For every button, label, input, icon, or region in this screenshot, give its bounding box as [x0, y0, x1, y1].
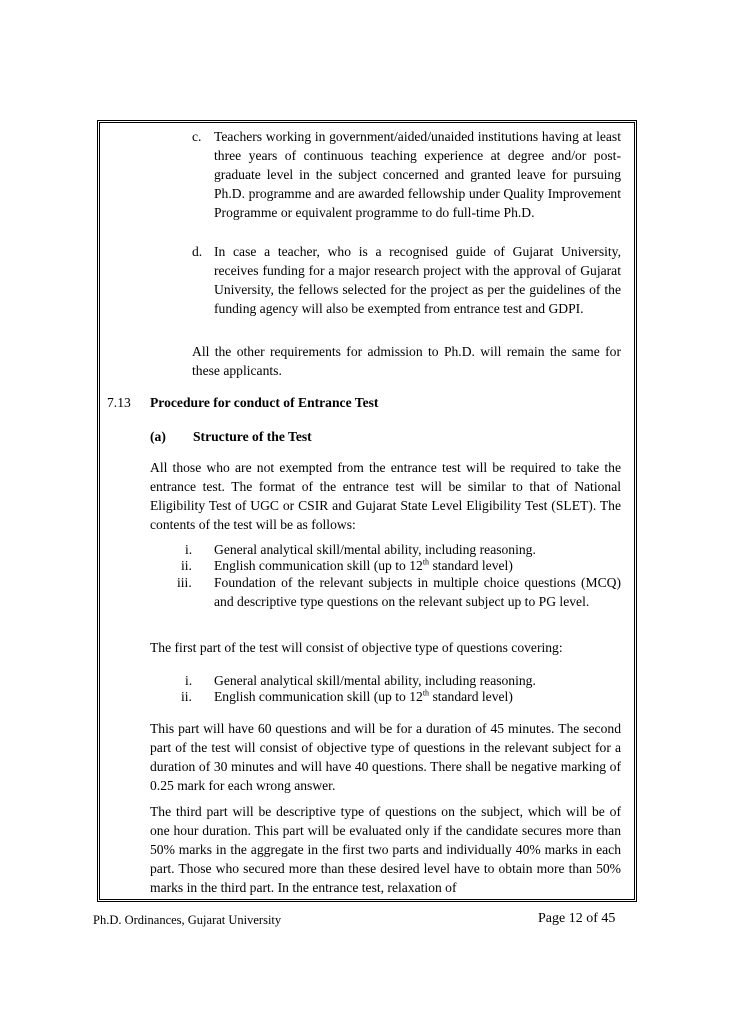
list-marker: ii.	[181, 689, 192, 704]
list-marker: c.	[192, 129, 202, 144]
list-item-text: In case a teacher, who is a recognised guide of Gujarat University, receives funding for a major research project with the approval of Gujarat University, the fellows selected for the project as per the guidelines of the funding agency will also be exempted from entrance test and GDPI.	[214, 244, 621, 316]
footer-document-title: Ph.D. Ordinances, Gujarat University	[93, 913, 282, 927]
section-title: Procedure for conduct of Entrance Test	[150, 395, 379, 410]
paragraph-second-part: This part will have 60 questions and will be for a duration of 45 minutes. The second part of the test will consist of objective type of questions in the relevant subject for a duration of 30 minutes and will have 40 questions. There shall be negative marking of 0.25 mark for each wrong answer.	[150, 721, 621, 793]
list-item-text: Teachers working in government/aided/unaided institutions having at least three years of continuous teaching experience at degree and/or post-graduate level in the subject concerned and granted leave for pursuing Ph.D. programme and are awarded fellowship under Quality Improvement Programme or equivalent programme to do full-time Ph.D.	[214, 129, 621, 220]
list-item-text: General analytical skill/mental ability, including reasoning.	[214, 673, 536, 688]
list-marker: i.	[185, 673, 193, 688]
list-item-text: English communication skill (up to 12th standard level)	[214, 688, 513, 704]
list-marker: ii.	[181, 558, 192, 573]
list-marker: iii.	[177, 575, 192, 590]
list-marker: d.	[192, 244, 203, 259]
section-number: 7.13	[107, 395, 131, 410]
footer-page-number: Page 12 of 45	[538, 911, 616, 926]
paragraph-first-part: The first part of the test will consist of objective type of questions covering:	[150, 640, 563, 655]
list-item-text: General analytical skill/mental ability, including reasoning.	[214, 542, 536, 557]
subsection-title: Structure of the Test	[193, 429, 312, 444]
paragraph-other-requirements: All the other requirements for admission to Ph.D. will remain the same for these applicants.	[192, 344, 621, 378]
paragraph-third-part: The third part will be descriptive type of questions on the subject, which will be of one hour duration. This part will be evaluated only if the candidate secures more than 50% marks in the aggregate in the first two parts and individually 40% marks in each part. Those who secured more than these desired level have to obtain more than 50% marks in the third part. In the entrance test, relaxation of	[150, 804, 621, 895]
subsection-marker: (a)	[150, 429, 166, 444]
list-marker: i.	[185, 542, 193, 557]
list-item-text: English communication skill (up to 12th standard level)	[214, 557, 513, 573]
list-item-text: Foundation of the relevant subjects in multiple choice questions (MCQ) and descriptive type questions on the relevant subject up to PG level.	[214, 575, 621, 609]
paragraph-intro: All those who are not exempted from the entrance test will be required to take the entrance test. The format of the entrance test will be similar to that of National Eligibility Test of UGC or CSIR and Gujarat State Level Eligibility Test (SLET). The contents of the test will be as follows:	[150, 460, 621, 532]
